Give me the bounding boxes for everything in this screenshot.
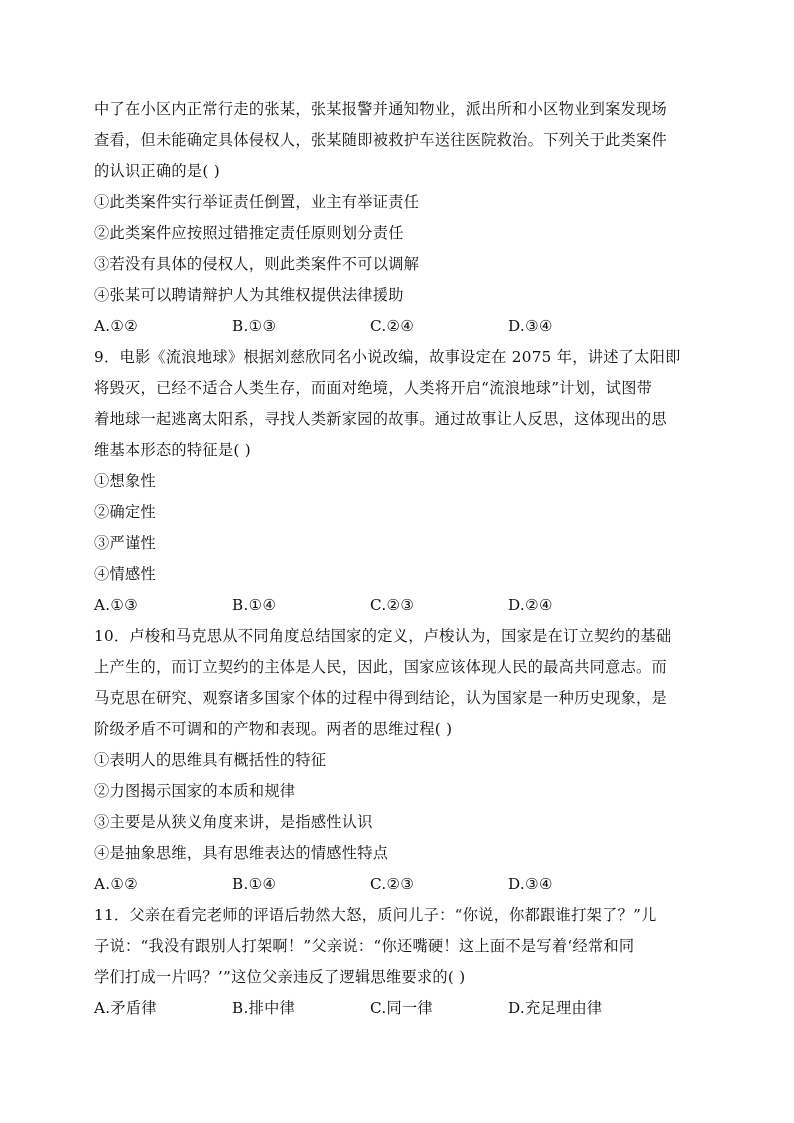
option-a[interactable]: A.①② [94, 317, 139, 335]
question-stem-line: 维基本形态的特征是( ) [94, 441, 251, 459]
answer-options [94, 869, 706, 900]
answer-options [94, 993, 706, 1024]
option-d[interactable]: D.②④ [508, 596, 553, 614]
statement-item: ④情感性 [94, 565, 156, 583]
question-stem-line: 着地球一起逃离太阳系，寻找人类新家园的故事。通过故事让人反思，这体现出的思 [94, 410, 668, 428]
statement-item: ②力图揭示国家的本质和规律 [94, 782, 296, 800]
statement-item: ③严谨性 [94, 534, 156, 552]
statement-item: ②确定性 [94, 503, 156, 521]
option-b[interactable]: B.①④ [232, 596, 277, 614]
answer-options [94, 311, 706, 342]
question-stem-line: 中了在小区内正常行走的张某，张某报警并通知物业，派出所和小区物业到案发现场 [94, 100, 668, 118]
option-a[interactable]: A.①③ [94, 596, 139, 614]
question-stem-line: 的认识正确的是( ) [94, 162, 220, 180]
option-b[interactable]: B.①③ [232, 317, 277, 335]
option-b[interactable]: B.排中律 [232, 999, 296, 1017]
exam-page [94, 94, 706, 1024]
answer-options [94, 590, 706, 621]
question-stem-line: 查看，但未能确定具体侵权人，张某随即被救护车送往医院救治。下列关于此类案件 [94, 131, 668, 149]
question-stem-line: 将毁灭，已经不适合人类生存，而面对绝境，人类将开启“流浪地球”计划，试图带 [94, 379, 653, 397]
question-stem-line: 上产生的，而订立契约的主体是人民，因此，国家应该体现人民的最高共同意志。而 [94, 658, 668, 676]
statement-item: ①表明人的思维具有概括性的特征 [94, 751, 327, 769]
question-8 [94, 94, 706, 342]
question-stem-line: 子说：“我没有跟别人打架啊！”父亲说：“你还嘴硬！这上面不是写着‘经常和同 [94, 937, 635, 955]
question-stem-line: 10．卢梭和马克思从不同角度总结国家的定义，卢梭认为，国家是在订立契约的基础 [94, 627, 672, 645]
question-9 [94, 342, 706, 621]
question-11 [94, 900, 706, 1024]
option-a[interactable]: A.矛盾律 [94, 999, 157, 1017]
option-c[interactable]: C.②④ [370, 317, 415, 335]
question-10 [94, 621, 706, 900]
question-stem-line: 阶级矛盾不可调和的产物和表现。两者的思维过程( ) [94, 720, 453, 738]
option-d[interactable]: D.③④ [508, 317, 553, 335]
statement-item: ①此类案件实行举证责任倒置，业主有举证责任 [94, 193, 420, 211]
option-c[interactable]: C.②③ [370, 875, 415, 893]
statement-item: ③主要是从狭义角度来讲，是指感性认识 [94, 813, 373, 831]
statement-item: ③若没有具体的侵权人，则此类案件不可以调解 [94, 255, 420, 273]
option-c[interactable]: C.②③ [370, 596, 415, 614]
option-c[interactable]: C.同一律 [370, 999, 433, 1017]
statement-item: ②此类案件应按照过错推定责任原则划分责任 [94, 224, 404, 242]
question-stem-line: 学们打成一片吗？’”这位父亲违反了逻辑思维要求的( ) [94, 968, 466, 986]
statement-item: ①想象性 [94, 472, 156, 490]
statement-item: ④是抽象思维，具有思维表达的情感性特点 [94, 844, 389, 862]
question-stem-line: 11．父亲在看完老师的评语后勃然大怒，质问儿子：“你说，你都跟谁打架了？”儿 [94, 906, 657, 924]
statement-item: ④张某可以聘请辩护人为其维权提供法律援助 [94, 286, 404, 304]
option-d[interactable]: D.③④ [508, 875, 553, 893]
question-stem-line: 9．电影《流浪地球》根据刘慈欣同名小说改编，故事设定在 2075 年，讲述了太阳即 [94, 348, 681, 366]
question-stem-line: 马克思在研究、观察诸多国家个体的过程中得到结论，认为国家是一种历史现象，是 [94, 689, 668, 707]
option-b[interactable]: B.①④ [232, 875, 277, 893]
option-a[interactable]: A.①② [94, 875, 139, 893]
option-d[interactable]: D.充足理由律 [508, 999, 603, 1017]
